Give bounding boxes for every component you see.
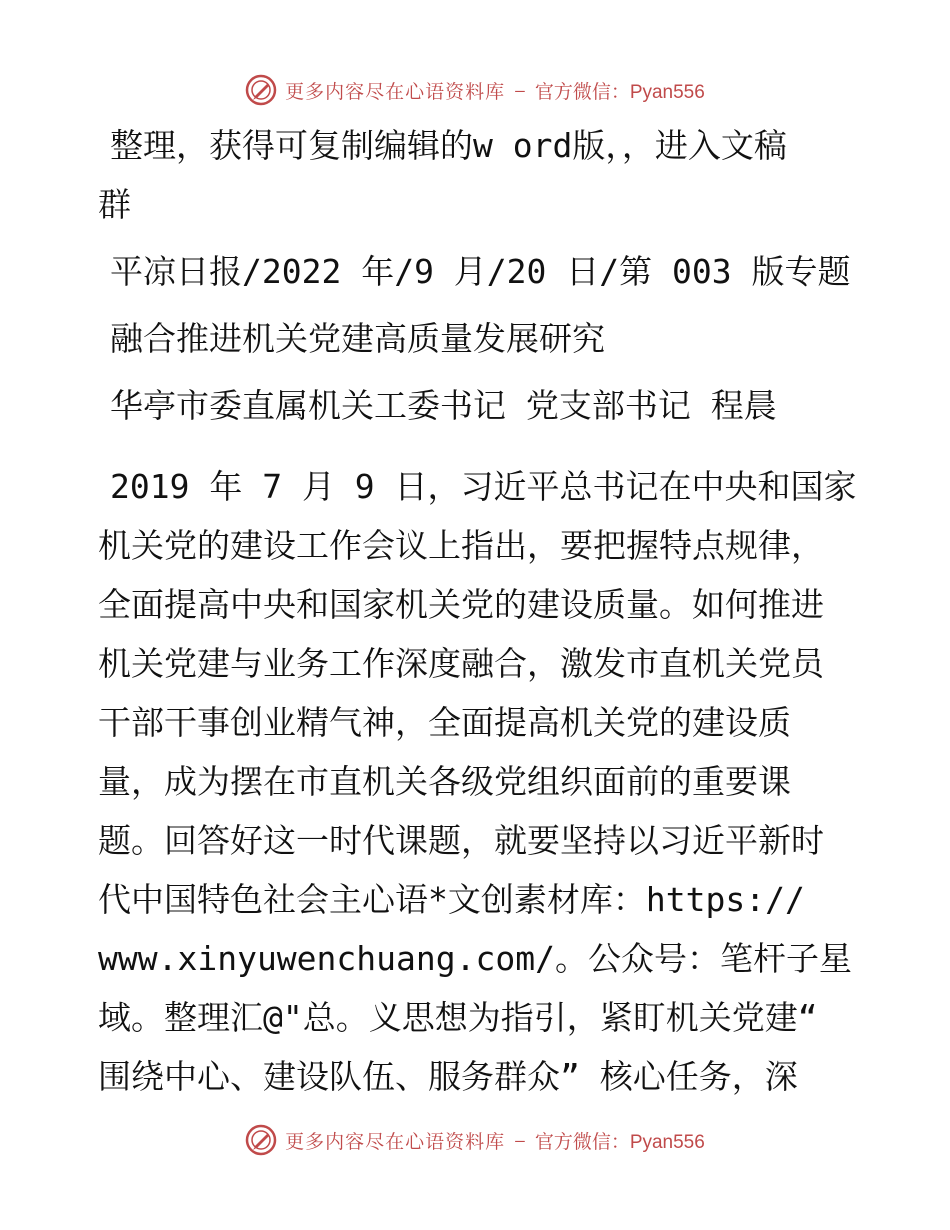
body-line: 全面提高中央和国家机关党的建设质量。如何推进 xyxy=(98,585,824,624)
watermark-text: 更多内容尽在心语资料库 xyxy=(285,1130,506,1153)
body-line: 干部干事创业精气神，全面提高机关党的建设质 xyxy=(98,703,791,742)
author-line: 华亭市委直属机关工委书记 党支部书记 程晨 xyxy=(110,386,777,425)
intro-line: 群 xyxy=(98,185,131,224)
watermark-text: 更多内容尽在心语资料库 xyxy=(285,80,506,103)
body-line: 域。整理汇@"总。义思想为指引，紧盯机关党建“ xyxy=(98,998,818,1037)
body-line: 2019 年 7 月 9 日，习近平总书记在中央和国家 xyxy=(110,467,857,506)
logo-icon xyxy=(245,74,277,106)
article-title: 融合推进机关党建高质量发展研究 xyxy=(110,319,605,358)
intro-line: 整理，获得可复制编辑的w ord版，，进入文稿 xyxy=(110,126,787,165)
body-line: 题。回答好这一时代课题，就要坚持以习近平新时 xyxy=(98,821,824,860)
watermark-contact: 官方微信：Pyan556 xyxy=(534,81,705,103)
body-line: 代中国特色社会主心语*文创素材库：https:// xyxy=(98,880,805,919)
logo-icon xyxy=(245,1124,277,1156)
document-body xyxy=(98,116,858,1106)
source-line: 平凉日报/2022 年/9 月/20 日/第 003 版专题 xyxy=(110,252,851,291)
body-line: 机关党建与业务工作深度融合，激发市直机关党员 xyxy=(98,644,824,683)
body-line: 量，成为摆在市直机关各级党组织面前的重要课 xyxy=(98,762,791,801)
body-line: 围绕中心、建设队伍、服务群众” 核心任务，深 xyxy=(98,1057,798,1096)
watermark-banner-top xyxy=(0,70,950,110)
watermark-separator: — xyxy=(515,1130,525,1150)
body-line: 机关党的建设工作会议上指出，要把握特点规律， xyxy=(98,526,824,565)
body-line: www.xinyuwenchuang.com/。公众号：笔杆子星 xyxy=(98,939,852,978)
watermark-banner-bottom xyxy=(0,1120,950,1160)
watermark-separator: — xyxy=(515,80,525,100)
watermark-contact: 官方微信：Pyan556 xyxy=(534,1131,705,1153)
